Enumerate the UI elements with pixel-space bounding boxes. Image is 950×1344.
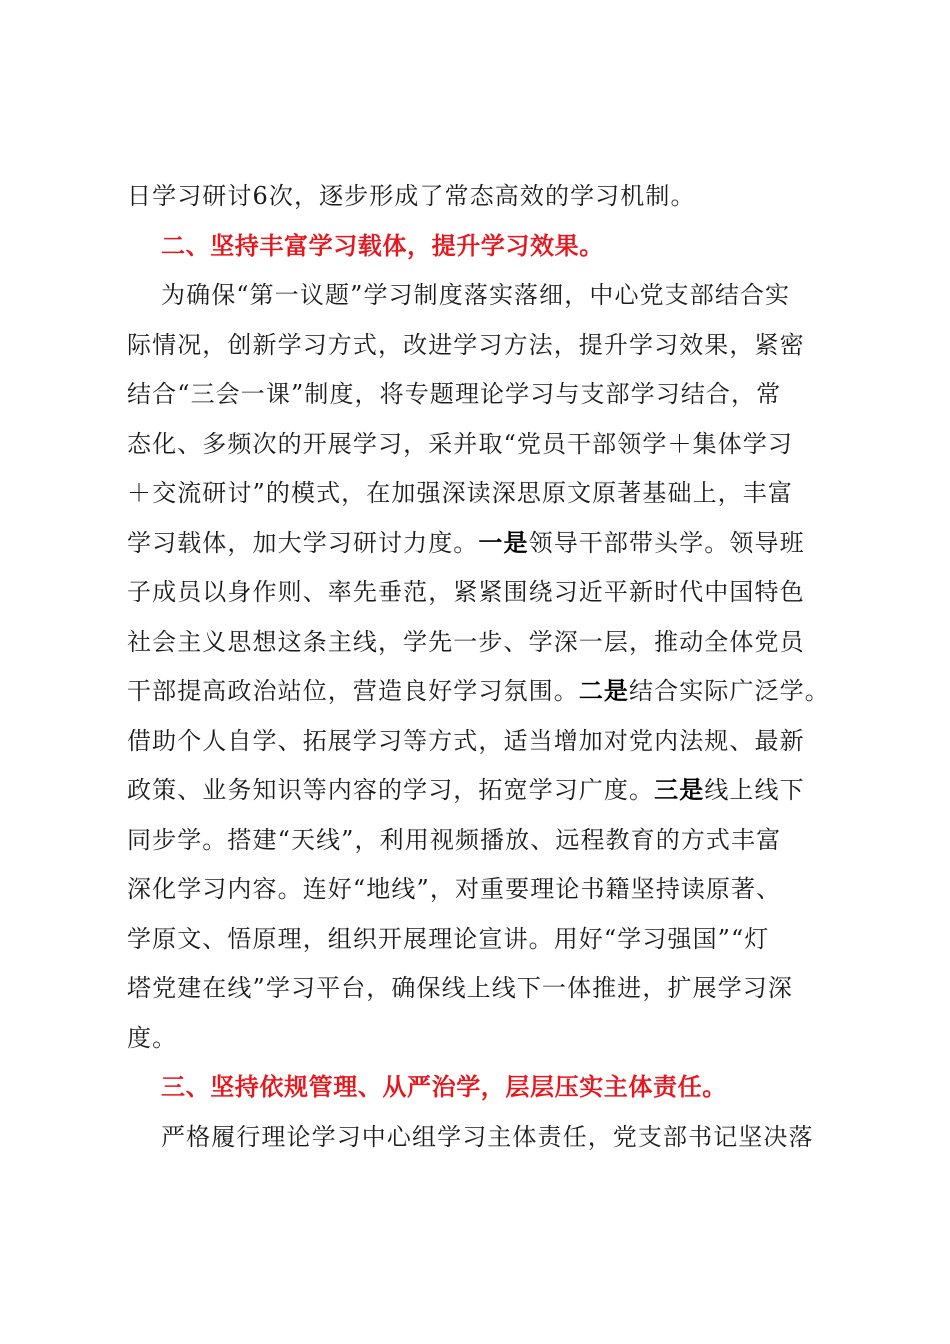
- section-heading-2: 二、坚持丰富学习载体，提升学习效果。: [161, 231, 604, 260]
- paragraph-line: 严格履行理论学习中心组学习主体责任，党支部书记坚决落: [161, 1122, 814, 1151]
- line-text: 线上线下: [704, 776, 805, 804]
- paragraph-line: [127, 667, 831, 717]
- section-heading-3: 三、坚持依规管理、从严治学，层层压实主体责任。: [161, 1073, 727, 1101]
- paragraph-line: 为确保“第一议题”学习制度落实落细，中心党支部结合实: [161, 281, 791, 309]
- line-text: 学习载体，加大学习研讨力度。: [127, 528, 479, 557]
- line-text: 结合实际广泛学。: [629, 677, 830, 705]
- paragraph-line: 学原文、悟原理，组织开展理论宣讲。用好“学习强国”“灯: [127, 924, 770, 953]
- paragraph-line: 借助个人自学、拓展学习等方式，适当增加对党内法规、最新: [127, 726, 805, 755]
- line-text: 领导干部带头学。领导班: [528, 528, 805, 557]
- paragraph-line: [127, 519, 831, 569]
- line-text: 政策、业务知识等内容的学习，拓宽学习广度。: [127, 776, 655, 804]
- paragraph-line: 社会主义思想这条主线，学先一步、学深一层，推动全体党员: [127, 627, 805, 656]
- emphasis-first: 一是: [478, 528, 529, 557]
- paragraph-line: ＋交流研讨”的模式，在加强深读深思原文原著基础上，丰富: [127, 479, 793, 507]
- paragraph-line: 深化学习内容。连好“地线”，对重要理论书籍坚持读原著、: [127, 875, 782, 903]
- paragraph-line: 结合“三会一课”制度，将专题理论学习与支部学习结合，常: [127, 380, 782, 408]
- emphasis-second: 二是: [578, 677, 630, 705]
- emphasis-third: 三是: [654, 776, 705, 804]
- paragraph-line: 态化、多频次的开展学习，采并取“党员干部领学＋集体学习: [127, 429, 793, 458]
- document-body: [127, 172, 831, 1162]
- paragraph-line: 际情况，创新学习方式，改进学习方法，提升学习效果，紧密: [127, 330, 805, 359]
- paragraph-line: 子成员以身作则、率先垂范，紧紧围绕习近平新时代中国特色: [127, 578, 805, 606]
- paragraph-line: 同步学。搭建“天线”，利用视频播放、远程教育的方式丰富: [127, 825, 782, 854]
- paragraph-line: 日学习研讨6次，逐步形成了常态高效的学习机制。: [127, 182, 696, 210]
- paragraph-line: [127, 766, 831, 816]
- paragraph-line: 度。: [127, 1023, 178, 1052]
- paragraph-line: 塔党建在线”学习平台，确保线上线下一体推进，扩展学习深: [127, 974, 793, 1002]
- line-text: 干部提高政治站位，营造良好学习氛围。: [127, 677, 579, 705]
